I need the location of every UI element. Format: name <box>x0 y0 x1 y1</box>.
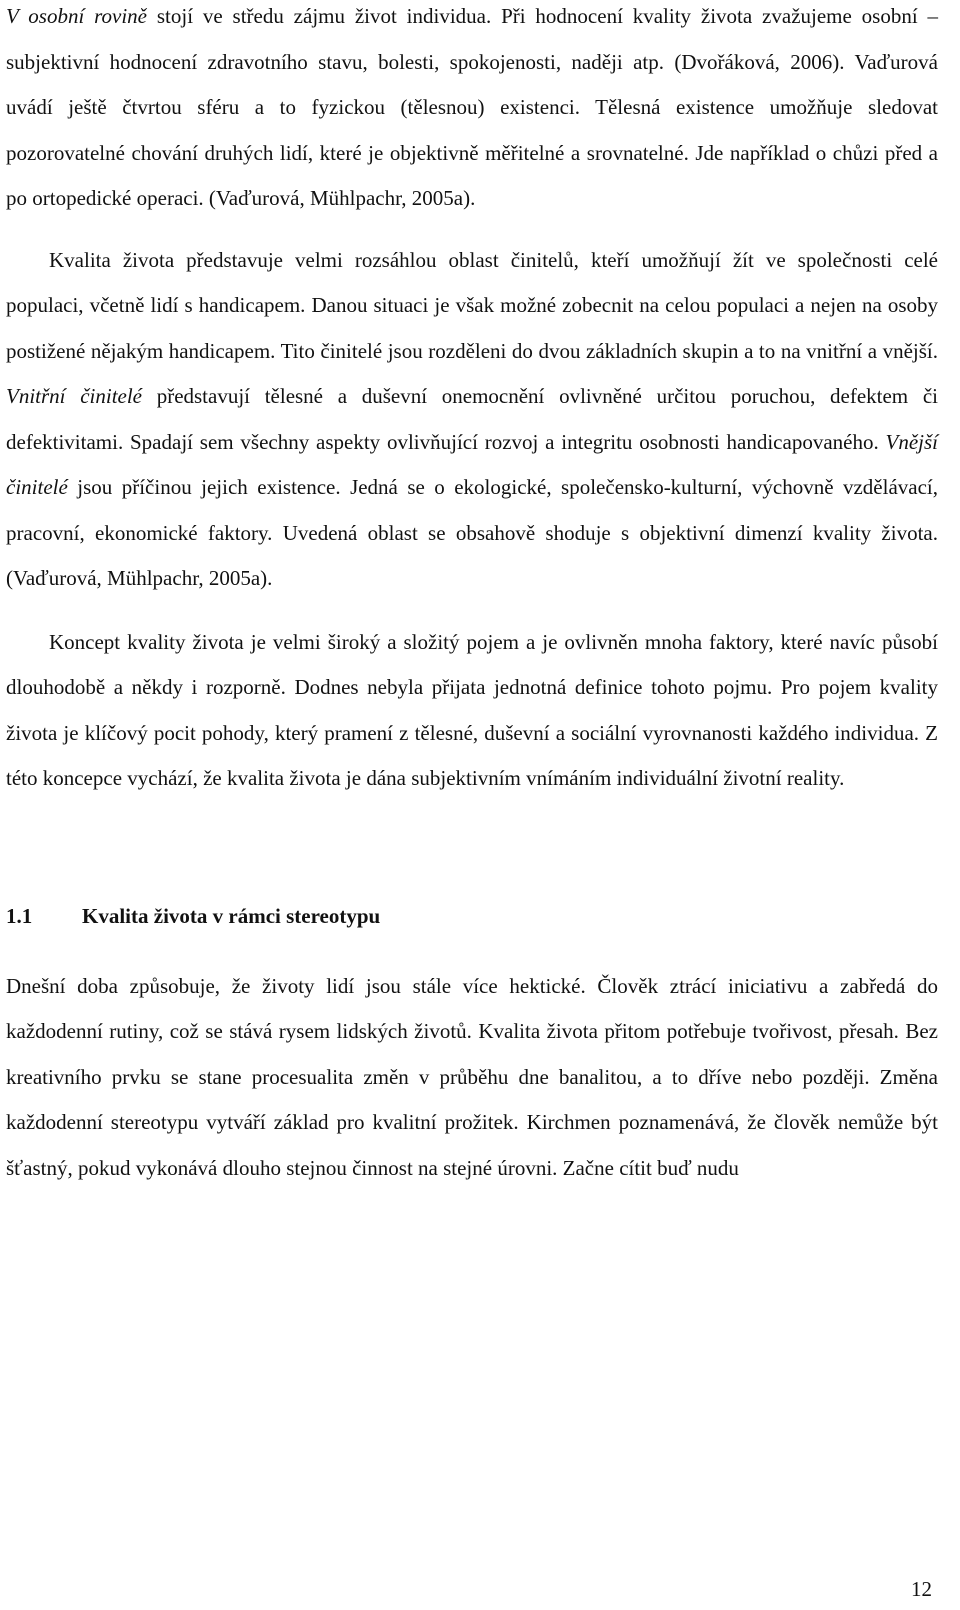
page-number: 12 <box>911 1577 932 1601</box>
paragraph-text: Koncept kvality života je velmi široký a složitý pojem a je ovlivněn mnoha faktory, které navíc působí dlouhodobě a někdy i rozporně. Dodnes nebyla přijata jednotná definice tohoto pojmu. Pro pojem kvality života je klíčový pocit pohody, který pramení z tělesné, duševní a sociální vyrovnanosti každého individua. Z této koncepce vychází, že kvalita života je dána subjektivním vnímáním individuální životní reality. <box>6 629 938 790</box>
paragraph-text: Kvalita života představuje velmi rozsáhlou oblast činitelů, kteří umožňují žít ve společnosti celé populaci, včetně lidí s handicapem. Danou situaci je však možné zobecnit na celou populaci a nejen na osoby postižené nějakým handicapem. Tito činitelé jsou rozděleni do dvou základních skupin a to na vnitřní a vnější. <box>6 247 938 363</box>
paragraph-stereotype <box>6 964 938 1192</box>
italic-term-personal-plane: V osobní rovině <box>6 4 148 28</box>
paragraph-text: představují tělesné a duševní onemocnění ovlivněné určitou poruchou, defektem či defektivitami. Spadají sem všechny aspekty ovlivňující rozvoj a integritu osobnosti handicapovaného. <box>6 384 938 454</box>
paragraph-text: jsou příčinou jejich existence. Jedná se o ekologické, společensko-kulturní, výchovně vzdělávací, pracovní, ekonomické faktory. Uvedená oblast se obsahově shoduje s objektivní dimenzí kvality života. (Vaďurová, Mühlpachr, 2005a). <box>6 475 938 590</box>
paragraph-concept <box>6 620 938 802</box>
paragraph-personal-plane <box>6 0 938 222</box>
section-title: Kvalita života v rámci stereotypu <box>82 903 381 928</box>
paragraph-quality-factors <box>6 238 938 602</box>
paragraph-text: Dnešní doba způsobuje, že životy lidí jsou stále více hektické. Člověk ztrácí iniciativu a zabředá do každodenní rutiny, což se stává rysem lidských životů. Kvalita života přitom potřebuje tvořivost, přesah. Bez kreativního prvku se stane procesualita změn v průběhu dne banalitou, a to dříve nebo později. Změna každodenní stereotypu vytváří základ pro kvalitní prožitek. Kirchmen poznamenává, že člověk nemůže být šťastný, pokud vykonává dlouho stejnou činnost na stejné úrovni. Začne cítit buď nudu <box>6 973 938 1180</box>
section-heading <box>6 886 938 946</box>
italic-term-internal-factors: Vnitřní činitelé <box>6 384 142 408</box>
section-number: 1.1 <box>6 903 33 928</box>
italic-term-external-factors: Vnější činitelé <box>6 429 938 499</box>
paragraph-text: stojí ve středu zájmu život individua. Při hodnocení kvality života zvažujeme osobní – subjektivní hodnocení zdravotního stavu, bolesti, spokojenosti, naději atp. (Dvořáková, 2006). Vaďurová uvádí ještě čtvrtou sféru a to fyzickou (tělesnou) existenci. Tělesná existence umožňuje sledovat pozorovatelné chování druhých lidí, které je objektivně měřitelné a srovnatelné. Jde například o chůzi před a po ortopedické operaci. (Vaďurová, Mühlpachr, 2005a). <box>6 4 939 210</box>
